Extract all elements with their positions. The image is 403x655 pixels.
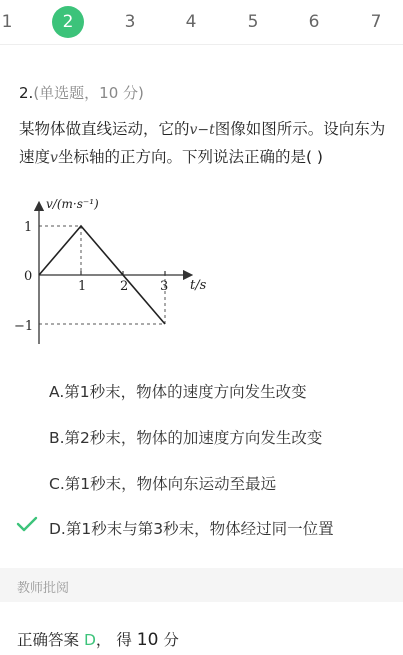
page-3[interactable]: 3: [124, 12, 136, 32]
question-pager: [0, 0, 403, 45]
stem-vt: v−t: [189, 122, 215, 138]
stem-part-3: 坐标轴的正方向。下列说法正确的是( ): [57, 148, 323, 166]
teacher-review-bar: [0, 568, 403, 602]
review-title: 教师批阅: [17, 581, 70, 596]
option-d-selected[interactable]: D.第1秒末与第3秒末，物体经过同一位置: [49, 520, 334, 538]
y-tick-1: 1: [24, 220, 33, 235]
question-number: 2.: [19, 84, 34, 102]
question-header: [19, 82, 144, 103]
page-1[interactable]: 1: [1, 12, 13, 32]
question-meta: (单选题，10 分): [33, 84, 144, 102]
answer-summary: [17, 628, 179, 650]
y-tick-0: 0: [24, 269, 33, 284]
x-axis-label: t/s: [190, 278, 207, 293]
y-axis-label: v/(m·s⁻¹): [46, 197, 99, 211]
option-c[interactable]: C.第1秒末，物体向东运动至最远: [49, 475, 277, 493]
page-5[interactable]: 5: [247, 12, 259, 32]
score-value: 10: [136, 630, 159, 650]
x-tick-3: 3: [160, 279, 169, 294]
page-6[interactable]: 6: [308, 12, 320, 32]
x-tick-1: 1: [78, 279, 87, 294]
score-unit: 分: [163, 631, 179, 649]
page-2-active[interactable]: 2: [52, 6, 84, 38]
option-a[interactable]: A.第1秒末，物体的速度方向发生改变: [49, 383, 307, 401]
question-stem: [19, 116, 389, 172]
stem-v: v: [50, 150, 58, 166]
x-tick-2: 2: [120, 279, 129, 294]
answer-mid: ， 得: [95, 631, 132, 649]
check-icon: [16, 515, 38, 533]
page-7[interactable]: 7: [370, 12, 382, 32]
vt-graph: [12, 194, 227, 354]
option-b[interactable]: B.第2秒末，物体的加速度方向发生改变: [49, 429, 323, 447]
answer-prefix: 正确答案: [17, 631, 80, 649]
y-tick-minus-1: −1: [14, 319, 34, 334]
stem-part-1: 某物体做直线运动，它的: [19, 120, 190, 138]
page-4[interactable]: 4: [185, 12, 197, 32]
stem-part-2: 图像如图所示。设向东为速度: [19, 120, 386, 166]
answer-key: D: [83, 631, 96, 649]
